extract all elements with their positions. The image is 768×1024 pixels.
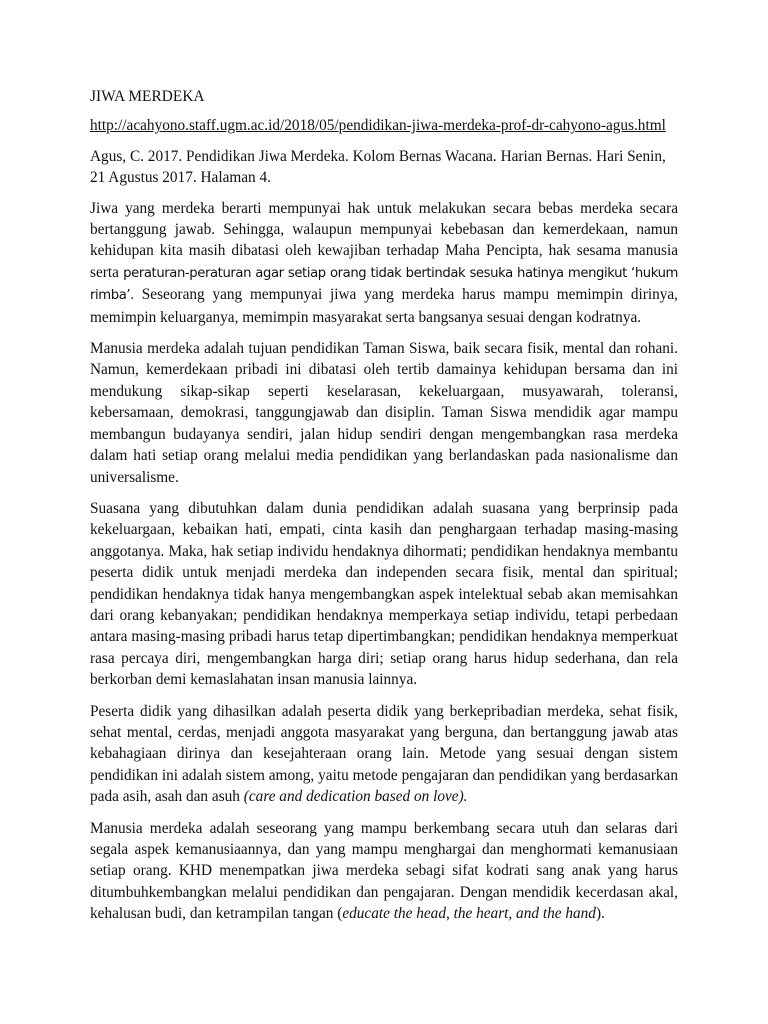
paragraph-3: Suasana yang dibutuhkan dalam dunia pendidikan adalah suasana yang berprinsip pada kekeluargaan, kebaikan hati, empati, cinta kasih dan penghargaan terhadap masing-masing anggotanya. Maka, hak setiap individu hendaknya dihormati; pendidikan hendaknya membantu peserta didik untuk menjadi merdeka dan independen secara fisik, mental dan spiritual; pendidikan hendaknya tidak hanya mengembangkan aspek intelektual sebab akan memisahkan dari orang kebanyakan; pendidikan hendaknya memperkaya setiap individu, tetapi perbedaan antara masing-masing pribadi harus tetap dipertimbangkan; pendidikan hendaknya memperkuat rasa percaya diri, mengembangkan harga diri; setiap orang harus hidup sederhana, dan rela berkorban demi kemaslahatan insan manusia lainnya.	[90, 499, 678, 689]
paragraph-1-part-b: peraturan-peraturan agar setiap orang tidak bertindak sesuka hatinya mengikut ‘hukum rimba’.	[90, 265, 679, 304]
paragraph-2: Manusia merdeka adalah tujuan pendidikan Taman Siswa, baik secara fisik, mental dan rohani. Namun, kemerdekaan pribadi ini dibatasi oleh tertib damainya kehidupan bersama dan ini mendukung sikap-sikap seperti keselarasan, kekeluargaan, musyawarah, toleransi, kebersamaan, demokrasi, tanggungjawab dan disiplin. Taman Siswa mendidik agar mampu membangun budayanya sendiri, jalan hidup sendiri dengan mengembangkan rasa merdeka dalam hati setiap orang melalui media pendidikan yang berlandaskan pada nasionalisme dan universalisme.	[90, 340, 678, 486]
paragraph-1-part-a: Jiwa yang merdeka berarti mempunyai hak untuk melakukan secara bebas merdeka secara bertanggung jawab. Sehingga, walaupun mempunyai kebebasan dan kemerdekaan, namun kehidupan kita masih dibatasi oleh kewajiban terhadap Maha Pencipta, hak sesama manusia serta	[90, 199, 678, 281]
source-url-link[interactable]: http://acahyono.staff.ugm.ac.id/2018/05/pendidikan-jiwa-merdeka-prof-dr-cahyono-agus.html	[90, 117, 666, 135]
document-title: JIWA MERDEKA	[90, 88, 205, 105]
paragraph-4-text: Peserta didik yang dihasilkan adalah peserta didik yang berkepribadian merdeka, sehat fisik, sehat mental, cerdas, menjadi anggota masyarakat yang berguna, dan bertanggung jawab atas kebahagiaan dirinya dan kesejahteraan orang lain. Metode yang sesuai dengan sistem pendidikan ini adalah sistem among, yaitu metode pengajaran dan pendidikan yang berdasarkan pada asih, asah dan asuh	[90, 702, 678, 806]
paragraph-1-part-c: Seseorang yang mempunyai jiwa yang merdeka harus mampu memimpin dirinya, memimpin keluarganya, memimpin masyarakat serta bangsanya sesuai dengan kodratnya.	[90, 286, 679, 326]
paragraph-4	[90, 701, 678, 808]
paragraph-5-italic: educate the head, the heart, and the hand	[342, 905, 596, 923]
paragraph-5-end: ).	[595, 905, 605, 923]
paragraph-1	[90, 198, 678, 328]
paragraph-4-italic: (care and dedication based on love).	[243, 788, 468, 806]
citation-text: Agus, C. 2017. Pendidikan Jiwa Merdeka. Kolom Bernas Wacana. Harian Bernas. Hari Senin, 21 Agustus 2017. Halaman 4.	[90, 147, 666, 187]
document-page	[90, 86, 678, 935]
paragraph-5-text: Manusia merdeka adalah seseorang yang mampu berkembang secara utuh dan selaras dari segala aspek kemanusiaannya, dan yang mampu menghargai dan menghormati kemanusiaan setiap orang. KHD menempatkan jiwa merdeka sebagi sifat kodrati sang anak yang harus ditumbuhkembangkan melalui pendidikan dan pengajaran. Dengan mendidik kecerdasan akal, kehalusan budi, dan ketrampilan tangan (	[90, 819, 678, 923]
paragraph-5	[90, 818, 678, 925]
